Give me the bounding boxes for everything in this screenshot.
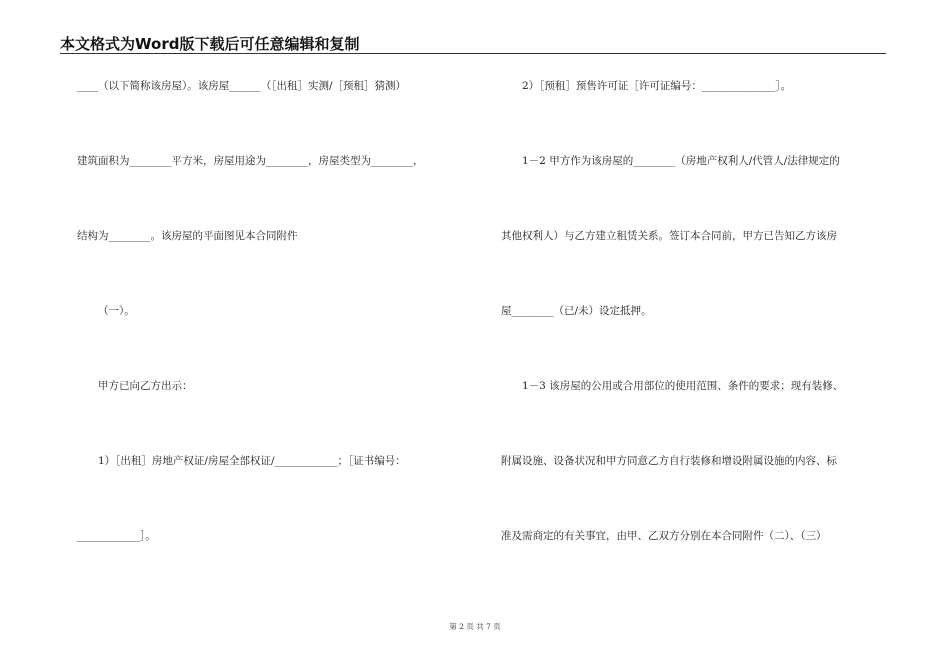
right-line-4: 屋________（已/未）设定抵押。 — [501, 305, 652, 317]
left-line-6: 1）［出租］房地产权证/房屋全部权证/____________；［证书编号： — [98, 455, 406, 467]
left-line-5: 甲方已向乙方出示： — [98, 380, 193, 392]
right-line-1: 2）［预租］预售许可证［许可证编号：______________］。 — [522, 80, 792, 92]
left-line-4: （一）。 — [98, 305, 135, 317]
right-line-6: 附属设施、设备状况和甲方同意乙方自行装修和增设附属设施的内容、标 — [501, 455, 837, 467]
page-number: 第 2 页 共 7 页 — [449, 622, 501, 631]
left-line-2: 建筑面积为________平方米，房屋用途为________，房屋类型为________， — [77, 155, 424, 167]
left-line-3: 结构为________。该房屋的平面图见本合同附件 — [77, 230, 298, 242]
right-line-3: 其他权利人）与乙方建立租赁关系。签订本合同前，甲方已告知乙方该房 — [501, 230, 837, 242]
right-line-5: 1－3 该房屋的公用或合用部位的使用范围、条件的要求；现有装修、 — [522, 380, 844, 392]
right-line-7: 准及需商定的有关事宜，由甲、乙双方分别在本合同附件（二）、（三） — [501, 530, 827, 542]
left-line-7: ____________］。 — [77, 530, 156, 542]
left-line-1: ____（以下简称该房屋）。该房屋______（［出租］实测/［预租］猜测） — [77, 80, 407, 92]
document-header-title: 本文格式为Word版下载后可任意编辑和复制 — [60, 35, 360, 53]
right-line-2: 1－2 甲方作为该房屋的________（房地产权利人/代管人/法律规定的 — [522, 155, 840, 167]
header-divider — [60, 53, 886, 54]
